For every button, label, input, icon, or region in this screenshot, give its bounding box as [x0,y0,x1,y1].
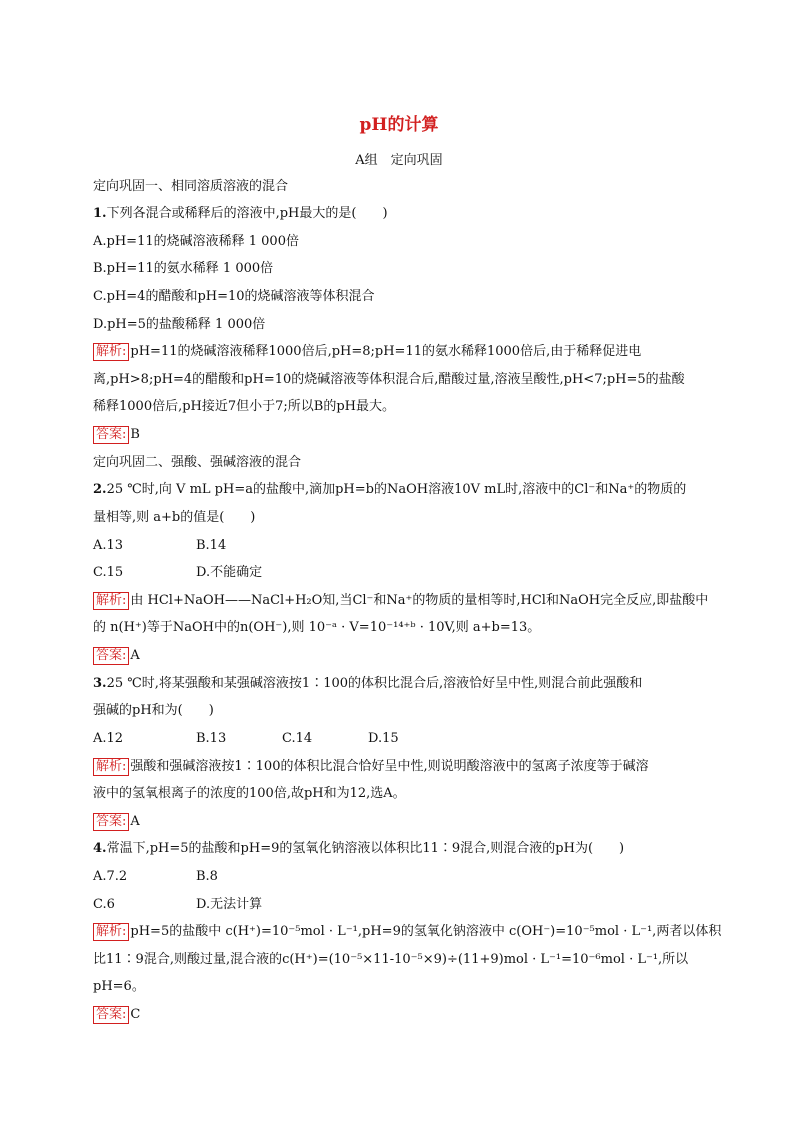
answer-tag: 答案: [93,813,129,831]
q2-option-c: C.15 [93,565,124,580]
q4-analysis-line-1: 解析: pH=5的盐酸中 c(H⁺)=10⁻⁵mol · L⁻¹,pH=9的氢氧化钠溶液中 c(OH⁻)=10⁻⁵mol · L⁻¹,两者以体积 [93,923,721,941]
q2-analysis-line-1: 解析: 由 HCl+NaOH——NaCl+H₂O知,当Cl⁻和Na⁺的物质的量相等时,HCl和NaOH完全反应,即盐酸中 [93,592,708,610]
question-4-stem: 4.常温下,pH=5的盐酸和pH=9的氢氧化钠溶液以体积比11∶9混合,则混合液的pH为( ) [93,841,625,856]
q2-options-row-1 [93,537,226,555]
q3-analysis-line-2: 液中的氢氧根离子的浓度的100倍,故pH和为12,选A。 [93,786,406,801]
group-subtitle: A组 定向巩固 [355,153,443,168]
q3-option-d: D.15 [368,731,399,746]
q2-option-a: A.13 [93,538,124,553]
q1-analysis-line-1: 解析: pH=11的烧碱溶液稀释1000倍后,pH=8;pH=11的氨水稀释1000倍后,由于稀释促进电 [93,343,641,361]
q3-option-c: C.14 [282,731,313,746]
answer-tag: 答案: [93,426,129,444]
q2-option-d: D.不能确定 [196,565,263,580]
q4-option-a: A.7.2 [93,869,128,884]
question-number: 1. [93,206,107,221]
q2-analysis-line-2: 的 n(H⁺)等于NaOH中的n(OH⁻),则 10⁻ᵃ · V=10⁻¹⁴⁺ᵇ · 10V,则 a+b=13。 [93,620,541,635]
q3-options-row [93,730,399,748]
q4-analysis-line-3: pH=6。 [93,979,145,994]
q3-option-b: B.13 [196,731,227,746]
q1-option-b: B.pH=11的氨水稀释 1 000倍 [93,261,274,276]
analysis-tag: 解析: [93,343,129,361]
q4-analysis-line-2: 比11∶9混合,则酸过量,混合液的c(H⁺)=(10⁻⁵×11-10⁻⁵×9)÷(11+9)mol · L⁻¹=10⁻⁶mol · L⁻¹,所以 [93,952,689,967]
q4-option-c: C.6 [93,897,115,912]
q4-answer: 答案: C [93,1006,140,1024]
page-title: pH的计算 [359,115,439,135]
q1-option-a: A.pH=11的烧碱溶液稀释 1 000倍 [93,234,299,249]
question-number: 2. [93,482,107,497]
q4-options-row-1 [93,868,218,886]
analysis-tag: 解析: [93,923,129,941]
question-number: 4. [93,841,107,856]
q4-options-row-2 [93,896,262,914]
question-text: 下列各混合或稀释后的溶液中,pH最大的是( ) [106,206,388,221]
question-2-stem-line-2: 量相等,则 a+b的值是( ) [93,510,256,525]
q1-option-c: C.pH=4的醋酸和pH=10的烧碱溶液等体积混合 [93,289,375,304]
q1-answer: 答案: B [93,426,140,444]
question-3-stem-line-1: 3.25 ℃时,将某强酸和某强碱溶液按1∶100的体积比混合后,溶液恰好呈中性,则混合前此强酸和 [93,676,643,691]
q1-option-d: D.pH=5的盐酸稀释 1 000倍 [93,317,266,332]
q3-answer: 答案: A [93,813,140,831]
q3-option-a: A.12 [93,731,124,746]
analysis-tag: 解析: [93,758,129,776]
answer-tag: 答案: [93,647,129,665]
section-heading-2: 定向巩固二、强酸、强碱溶液的混合 [93,455,302,470]
q3-analysis-line-1: 解析: 强酸和强碱溶液按1∶100的体积比混合恰好呈中性,则说明酸溶液中的氢离子浓度等于碱溶 [93,758,649,776]
analysis-tag: 解析: [93,592,129,610]
answer-tag: 答案: [93,1006,129,1024]
question-2-stem-line-1: 2.25 ℃时,向 V mL pH=a的盐酸中,滴加pH=b的NaOH溶液10V mL时,溶液中的Cl⁻和Na⁺的物质的 [93,482,687,497]
q1-analysis-line-2: 离,pH>8;pH=4的醋酸和pH=10的烧碱溶液等体积混合后,醋酸过量,溶液呈酸性,pH<7;pH=5的盐酸 [93,372,685,387]
q2-option-b: B.14 [196,538,227,553]
question-number: 3. [93,676,107,691]
q4-option-d: D.无法计算 [196,897,263,912]
q2-options-row-2 [93,564,262,582]
section-heading-1: 定向巩固一、相同溶质溶液的混合 [93,179,289,194]
q4-option-b: B.8 [196,869,218,884]
q2-answer: 答案: A [93,647,140,665]
question-1-stem [93,205,388,223]
q1-analysis-line-3: 稀释1000倍后,pH接近7但小于7;所以B的pH最大。 [93,399,396,414]
question-3-stem-line-2: 强碱的pH和为( ) [93,703,214,718]
